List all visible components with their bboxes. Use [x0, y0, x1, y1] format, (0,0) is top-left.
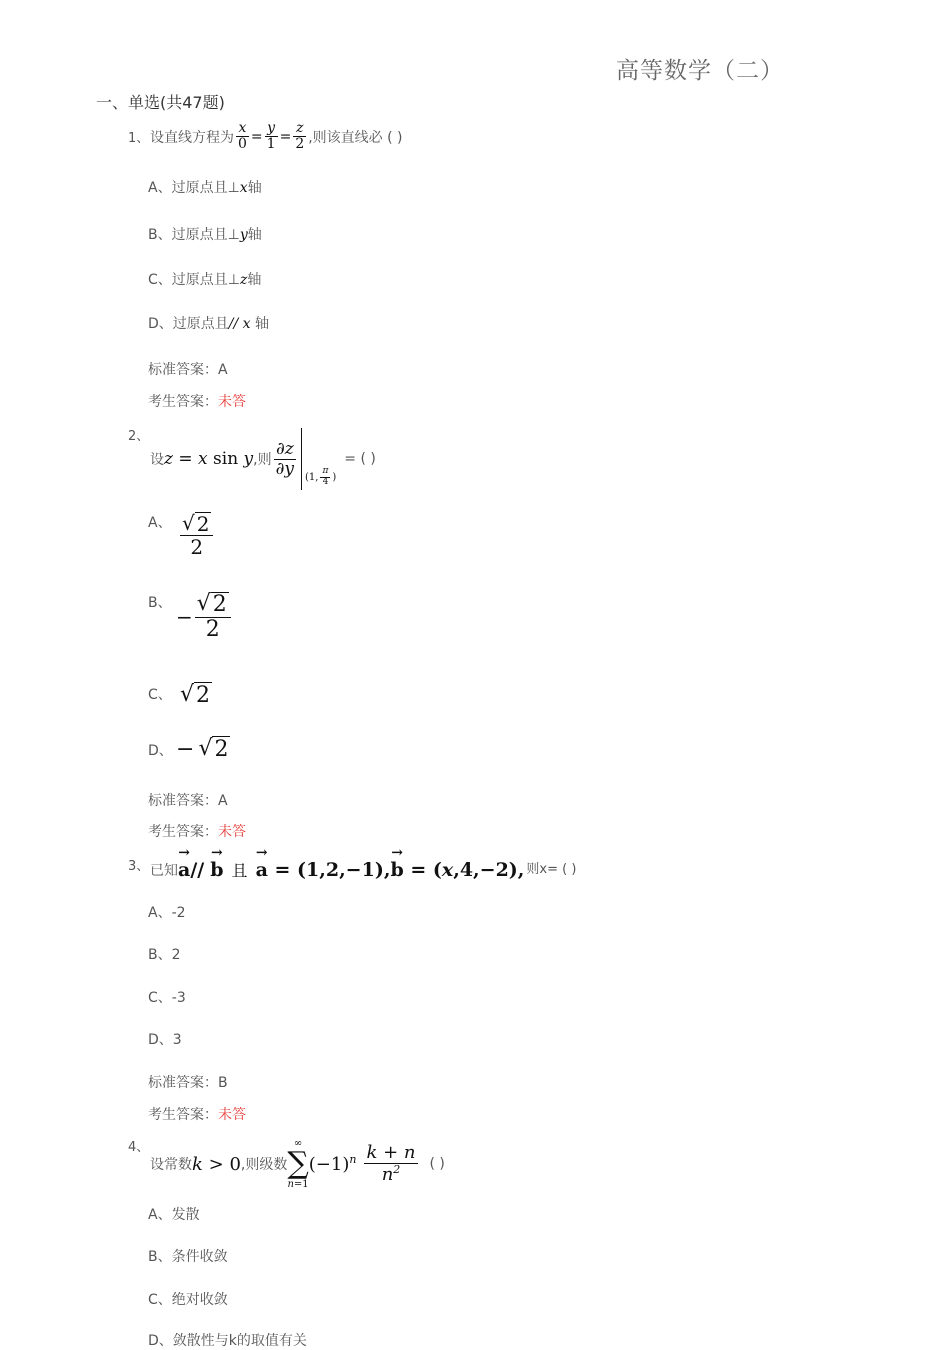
- option-text: A、过原点且⊥: [148, 180, 240, 196]
- inequality-k-positive: k > 0: [192, 1153, 241, 1175]
- option-math: z: [239, 272, 248, 288]
- question-2-stem: [150, 428, 376, 490]
- standard-answer-value: A: [218, 793, 228, 809]
- evaluation-point: (1, $\frac{\pi}{4}$ ): [305, 466, 337, 488]
- question-3-number: 3、: [128, 859, 150, 874]
- question-2-student-answer: [148, 821, 246, 841]
- question-3-stem-prefix: 已知: [150, 862, 178, 879]
- question-3-option-a[interactable]: A、-2: [148, 905, 186, 921]
- question-4-stem: [150, 1138, 445, 1190]
- sqrt-2: √ 2: [180, 682, 211, 708]
- fraction-y-over-1: $\frac{y}{1}$: [266, 120, 276, 153]
- question-4-option-b[interactable]: B、条件收敛: [148, 1249, 228, 1265]
- standard-answer-label: 标准答案：: [148, 362, 218, 378]
- question-1-option-c[interactable]: [148, 269, 261, 289]
- question-2-option-b-math: − √ 2 2: [176, 592, 233, 642]
- section-heading: 一、单选(共47题): [96, 93, 225, 112]
- question-1-standard-answer: [148, 359, 228, 379]
- vector-values: → a = (1,2,−1),→ b = (x,4,−2),: [256, 859, 525, 881]
- question-4-option-c[interactable]: C、绝对收敛: [148, 1292, 228, 1308]
- question-2-option-a-label[interactable]: A、: [148, 515, 172, 531]
- question-3-option-b[interactable]: B、2: [148, 947, 181, 963]
- evaluation-bar: [301, 428, 302, 490]
- standard-answer-value: A: [218, 362, 228, 378]
- question-1-option-b[interactable]: [148, 224, 262, 244]
- summation-symbol: ∞ ∑ n=1: [287, 1138, 309, 1190]
- fraction-k-plus-n-over-n-squared: $\frac{k + n}{n^2}$: [366, 1142, 416, 1185]
- question-3-stem-suffix: 则x= ( ): [526, 862, 577, 877]
- question-1-number: 1、: [128, 131, 150, 146]
- question-3-standard-answer: [148, 1072, 228, 1092]
- option-suffix: 轴: [255, 316, 270, 332]
- minus-sign: −: [176, 736, 195, 762]
- question-3-option-d[interactable]: D、3: [148, 1032, 182, 1048]
- fraction-z-over-2: $\frac{z}{2}$: [295, 120, 305, 153]
- question-4-option-d[interactable]: D、敛散性与k的取值有关: [148, 1333, 307, 1349]
- question-2-standard-answer: [148, 790, 228, 810]
- student-answer-label: 考生答案：: [148, 824, 218, 840]
- question-2-option-a-math: √ 2 2: [178, 512, 215, 558]
- question-2-option-d-label[interactable]: D、: [148, 743, 173, 759]
- question-2-option-c-label[interactable]: C、: [148, 687, 172, 703]
- question-2-number: 2、: [128, 429, 150, 444]
- question-2-stem-prefix: 设: [150, 452, 164, 468]
- minus-sign: −: [176, 605, 193, 630]
- option-math: // x: [228, 316, 251, 332]
- option-suffix: 轴: [247, 227, 262, 243]
- question-4-stem-mid: ,则级数: [240, 1157, 288, 1173]
- standard-answer-label: 标准答案：: [148, 793, 218, 809]
- student-answer-value: 未答: [218, 1107, 246, 1123]
- standard-answer-value: B: [218, 1075, 228, 1091]
- question-2-option-c-math: [180, 682, 212, 708]
- question-1-student-answer: [148, 391, 246, 411]
- option-text: D、过原点且: [148, 316, 229, 332]
- question-2-option-d-math: [176, 736, 230, 762]
- question-3-and: 且: [231, 861, 248, 880]
- question-1-stem-prefix: 设直线方程为: [150, 129, 234, 146]
- question-3-option-c[interactable]: C、-3: [148, 990, 186, 1006]
- option-math: y: [239, 227, 248, 243]
- question-1-option-a[interactable]: [148, 177, 262, 197]
- student-answer-label: 考生答案：: [148, 394, 218, 410]
- student-answer-value: 未答: [218, 824, 246, 840]
- fraction-x-over-0: $\frac{x}{0}$: [238, 120, 247, 153]
- option-text: C、过原点且⊥: [148, 272, 240, 288]
- student-answer-value: 未答: [218, 394, 246, 410]
- standard-answer-label: 标准答案：: [148, 1075, 218, 1091]
- option-suffix: 轴: [247, 272, 262, 288]
- question-1-option-d[interactable]: [148, 313, 269, 333]
- option-text: B、过原点且⊥: [148, 227, 240, 243]
- question-3-stem: [150, 858, 576, 881]
- question-2-stem-mid: ,则: [253, 452, 272, 468]
- question-4-option-a[interactable]: A、发散: [148, 1207, 200, 1223]
- sqrt-2: √ 2: [196, 591, 227, 617]
- sqrt-2: √ 2: [182, 511, 210, 536]
- sqrt-2: √ 2: [198, 736, 229, 762]
- student-answer-label: 考生答案：: [148, 1107, 218, 1123]
- document-title: 高等数学（二）: [616, 58, 784, 84]
- vector-a-parallel-b: → a// → b: [178, 859, 224, 881]
- question-3-student-answer: [148, 1104, 246, 1124]
- series-term-sign: $(-1)^n$: [308, 1153, 357, 1175]
- question-1-stem-suffix: ,则该直线必 ( ): [308, 129, 403, 146]
- question-2-option-b-label[interactable]: B、: [148, 595, 172, 611]
- question-4-stem-prefix: 设常数: [150, 1157, 192, 1173]
- question-2-stem-suffix: = ( ): [344, 451, 376, 467]
- option-math: x: [239, 180, 248, 196]
- option-suffix: 轴: [247, 180, 262, 196]
- question-4-number: 4、: [128, 1140, 150, 1155]
- question-4-stem-suffix: ( ): [429, 1156, 445, 1172]
- question-1-stem: 设直线方程为 $\frac{x}{0}$ = $\frac{y}{1}$ = $\frac{z}{2}$ ,则该直线必 ( ): [150, 120, 403, 153]
- equation-z-x-sin-y: z = x sin y: [164, 449, 254, 469]
- partial-derivative-dz-dy: $\frac{\partial z}{\partial y}$: [275, 438, 295, 479]
